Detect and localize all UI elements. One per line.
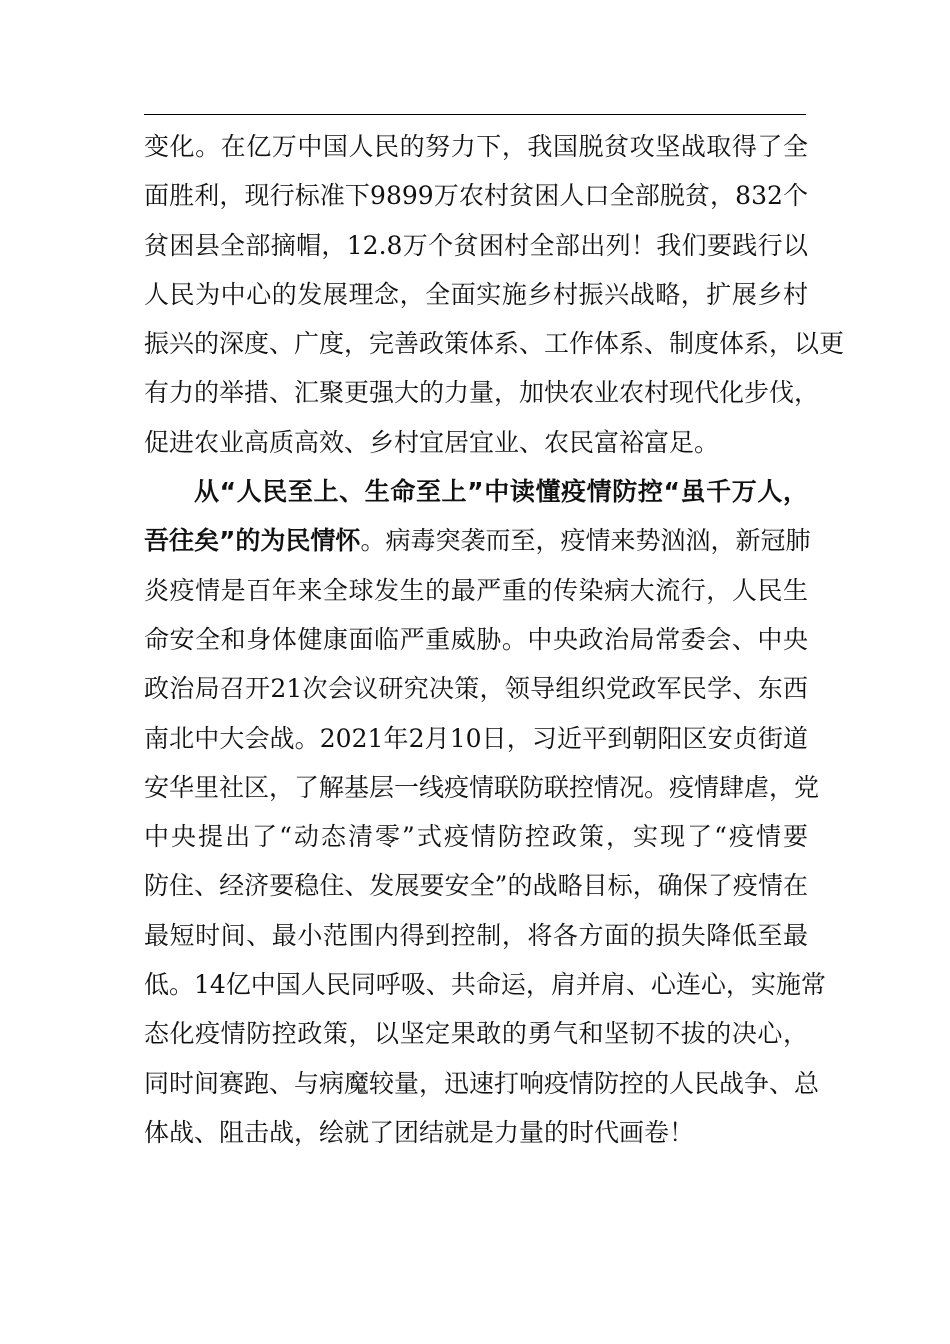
p2-line-5: 政治局召开21次会议研究决策，领导组织党政军民学、东西 <box>144 674 808 704</box>
p1-line-2: 面胜利，现行标准下9899万农村贫困人口全部脱贫，832个 <box>144 181 808 211</box>
p2-line-11: 低。14亿中国人民同呼吸、共命运，肩并肩、心连心，实施常 <box>144 970 826 1000</box>
p2-line-10: 最短时间、最小范围内得到控制，将各方面的损失降低至最 <box>144 920 808 950</box>
p1-line-6: 有力的举措、汇聚更强大的力量，加快农业农村现代化步伐， <box>144 378 820 408</box>
p2-line-4: 命安全和身体健康面临严重威胁。中央政治局常委会、中央 <box>144 624 808 654</box>
header-rule <box>144 114 806 115</box>
p2-line-3: 炎疫情是百年来全球发生的最严重的传染病大流行，人民生 <box>144 575 808 605</box>
p1-line-1: 变化。在亿万中国人民的努力下，我国脱贫攻坚战取得了全 <box>144 132 808 161</box>
p1-line-5: 振兴的深度、广度，完善政策体系、工作体系、制度体系，以更 <box>144 329 845 359</box>
p2-line-8: 中央提出了“动态清零”式疫情防控政策，实现了“疫情要 <box>144 822 808 852</box>
document-body <box>144 122 845 1157</box>
p2-line-14: 体战、阻击战，绘就了团结就是力量的时代画卷！ <box>144 1117 695 1147</box>
p1-line-3: 贫困县全部摘帽，12.8万个贫困村全部出列！我们要践行以 <box>144 230 808 260</box>
p2-line-7: 安华里社区，了解基层一线疫情联防联控情况。疫情肆虐，党 <box>144 772 820 802</box>
p2-line-9: 防住、经济要稳住、发展要安全”的战略目标，确保了疫情在 <box>144 871 808 901</box>
p2-heading-line-2: 吾往矣”的为民情怀 <box>144 526 361 556</box>
p1-line-4: 人民为中心的发展理念，全面实施乡村振兴战略，扩展乡村 <box>144 279 808 309</box>
p2-line-2 <box>144 516 811 565</box>
p1-line-7: 促进农业高质高效、乡村宜居宜业、农民富裕富足。 <box>144 427 720 457</box>
p2-line-13: 同时间赛跑、与病魔较量，迅速打响疫情防控的人民战争、总 <box>144 1068 820 1098</box>
p2-heading-line-1: 从“人民至上、生命至上”中读懂疫情防控“虽千万人， <box>194 477 808 507</box>
p2-line-6: 南北中大会战。2021年2月10日，习近平到朝阳区安贞街道 <box>144 723 808 753</box>
p2-line-12: 态化疫情防控政策，以坚定果敢的勇气和坚韧不拔的决心， <box>144 1019 808 1049</box>
p2-line-2-rest: 。病毒突袭而至，疫情来势汹汹，新冠肺 <box>360 526 811 556</box>
